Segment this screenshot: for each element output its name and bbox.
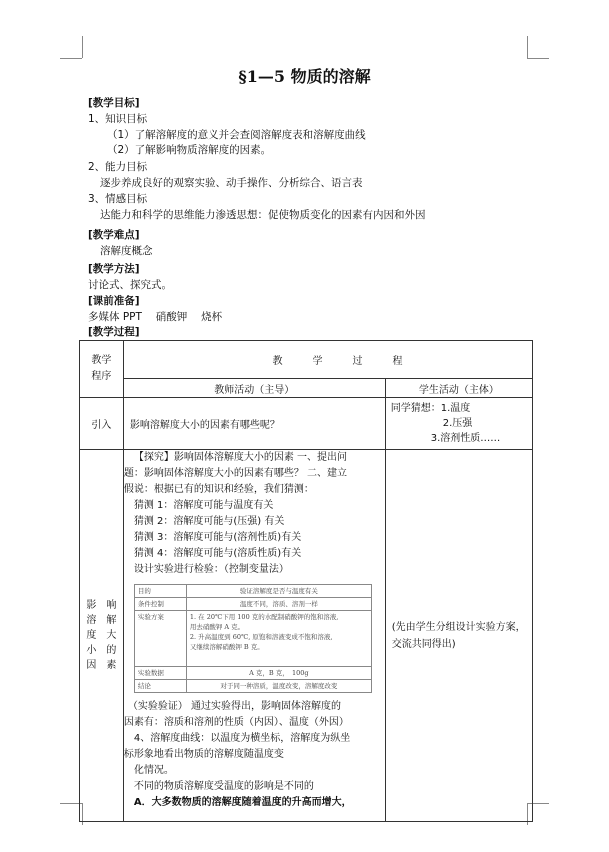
exp-label-plan: 实验方案 [134, 611, 186, 667]
main-line-8: 设计实验进行检验：（控制变量法） [133, 564, 289, 575]
exp-label-purpose: 目的 [134, 585, 186, 598]
difficulty-heading: [教学难点] [88, 229, 140, 241]
main-line-6: 猜测 3：溶解度可能与(溶剂性质)有关 [133, 532, 302, 543]
main-line-2: 题：影响固体溶解度大小的因素有哪些？ 二、建立 [123, 468, 348, 479]
exp-plan-line-4: 又继续溶解硝酸钾 B 克。 [189, 643, 264, 651]
main-after-line-5: 化情况。 [133, 765, 174, 776]
intro-student-line-1: 同学猜想：1.温度 [390, 403, 471, 414]
main-after-line-7: A．大多数物质的溶解度随着温度的升高而增大， [133, 797, 352, 808]
exp-plan-line-2: 用去硝酸钾 A 克。 [189, 623, 245, 631]
intro-label-cell [80, 398, 124, 450]
header-program-cell [80, 341, 124, 398]
main-after-line-6: 不同的物质溶解度受温度的影响是不同的 [133, 781, 314, 792]
emotion-text: 达能力和科学的思维能力渗透思想：促使物质变化的因素有内因和外因 [100, 209, 426, 221]
crop-mark-tl-v [82, 36, 83, 58]
main-after-line-1: （实验验证） 通过实验得出，影响固体溶解度的 [127, 701, 342, 712]
header-process-label: 教 学 过 程 [272, 356, 403, 367]
method-text: 讨论式、探究式。 [88, 279, 172, 291]
main-after-line-2: 因素有：溶质和溶剂的性质（内因）、温度（外因） [123, 717, 349, 728]
header-program-line1: 教学 [91, 355, 112, 366]
exp-label-conclusion: 结论 [134, 680, 186, 693]
emotion-label: 3、情感目标 [88, 193, 148, 205]
knowledge-label: 1、知识目标 [88, 113, 148, 125]
exp-label-data: 实验数据 [134, 667, 186, 680]
intro-teacher-cell [123, 398, 385, 450]
main-line-3: 假说：根据已有的知识和经验，我们猜测： [123, 484, 314, 495]
header-teacher-cell [123, 379, 385, 398]
main-label-line-3: 度 大 [86, 630, 117, 641]
crop-mark-tl-h [60, 58, 82, 59]
page-title: §1—5 物质的溶解 [238, 67, 371, 86]
preparation-heading: [课前准备] [88, 295, 140, 307]
exp-plan-line-1: 1. 在 20℃下用 100 克的水配制硝酸钾的饱和溶液, [189, 613, 339, 621]
header-teacher-label: 教师活动（主导） [214, 384, 295, 396]
experiment-table [134, 584, 372, 693]
intro-teacher-text: 影响溶解度大小的因素有哪些呢？ [129, 420, 280, 431]
intro-label: 引入 [91, 420, 112, 431]
process-table [79, 340, 533, 822]
main-label-line-5: 因 素 [86, 660, 117, 671]
ability-label: 2、能力目标 [88, 161, 148, 173]
exp-value-control: 温度不同，溶质、溶剂一样 [186, 598, 371, 611]
exp-label-control: 条件控制 [134, 598, 186, 611]
exp-value-data: A 克，B 克， 100g [186, 667, 371, 680]
main-line-7: 猜测 4：溶解度可能与(溶质性质)有关 [133, 548, 302, 559]
exp-value-conclusion: 对于同一种溶质，温度改变，溶解度改变 [186, 680, 371, 693]
header-process-cell [123, 341, 532, 379]
header-student-label: 学生活动（主体） [418, 384, 499, 396]
main-student-cell [385, 450, 532, 822]
main-label-cell [80, 450, 124, 822]
knowledge-item-2: （2）了解影响物质溶解度的因素。 [107, 144, 272, 156]
intro-student-line-2: 2.压强 [442, 418, 473, 429]
knowledge-item-1: （1）了解溶解度的意义并会查阅溶解度表和溶解度曲线 [107, 129, 366, 141]
exp-value-plan [186, 611, 371, 667]
crop-mark-tr-h [527, 58, 549, 59]
main-line-5: 猜测 2：溶解度可能与(压强) 有关 [133, 516, 285, 527]
exp-value-purpose: 验证溶解度是否与温度有关 [186, 585, 371, 598]
header-program-line2: 程序 [91, 371, 112, 382]
main-after-line-4: 标形象地看出物质的溶解度随温度变 [123, 749, 284, 760]
header-student-cell [385, 379, 532, 398]
intro-student-cell [385, 398, 532, 450]
main-student-text: (先由学生分组设计实验方案，交流共同得出) [391, 621, 526, 650]
main-line-4: 猜测 1：溶解度可能与温度有关 [133, 500, 274, 511]
intro-student-line-3: 3.溶剂性质…… [430, 433, 501, 444]
main-label-line-2: 溶 解 [86, 615, 117, 626]
crop-mark-tr-v [527, 36, 528, 58]
process-heading: [教学过程] [88, 326, 140, 338]
main-label-line-4: 小 的 [86, 645, 117, 656]
objectives-heading: [教学目标] [88, 97, 140, 109]
main-teacher-cell [123, 450, 385, 822]
method-heading: [教学方法] [88, 263, 140, 275]
exp-plan-line-3: 2. 升高温度到 60℃, 原饱和溶液变成不饱和溶液, [189, 633, 333, 641]
main-after-line-3: 4、溶解度曲线：以温度为横坐标，溶解度为纵坐 [133, 733, 351, 744]
main-label-line-1: 影 响 [86, 600, 117, 611]
difficulty-text: 溶解度概念 [100, 245, 153, 257]
ability-text: 逐步养成良好的观察实验、动手操作、分析综合、语言表 [100, 177, 363, 189]
main-line-1: 【探究】影响固体溶解度大小的因素 一、提出问 [133, 452, 348, 463]
preparation-text: 多媒体 PPT 硝酸钾 烧杯 [88, 311, 223, 323]
